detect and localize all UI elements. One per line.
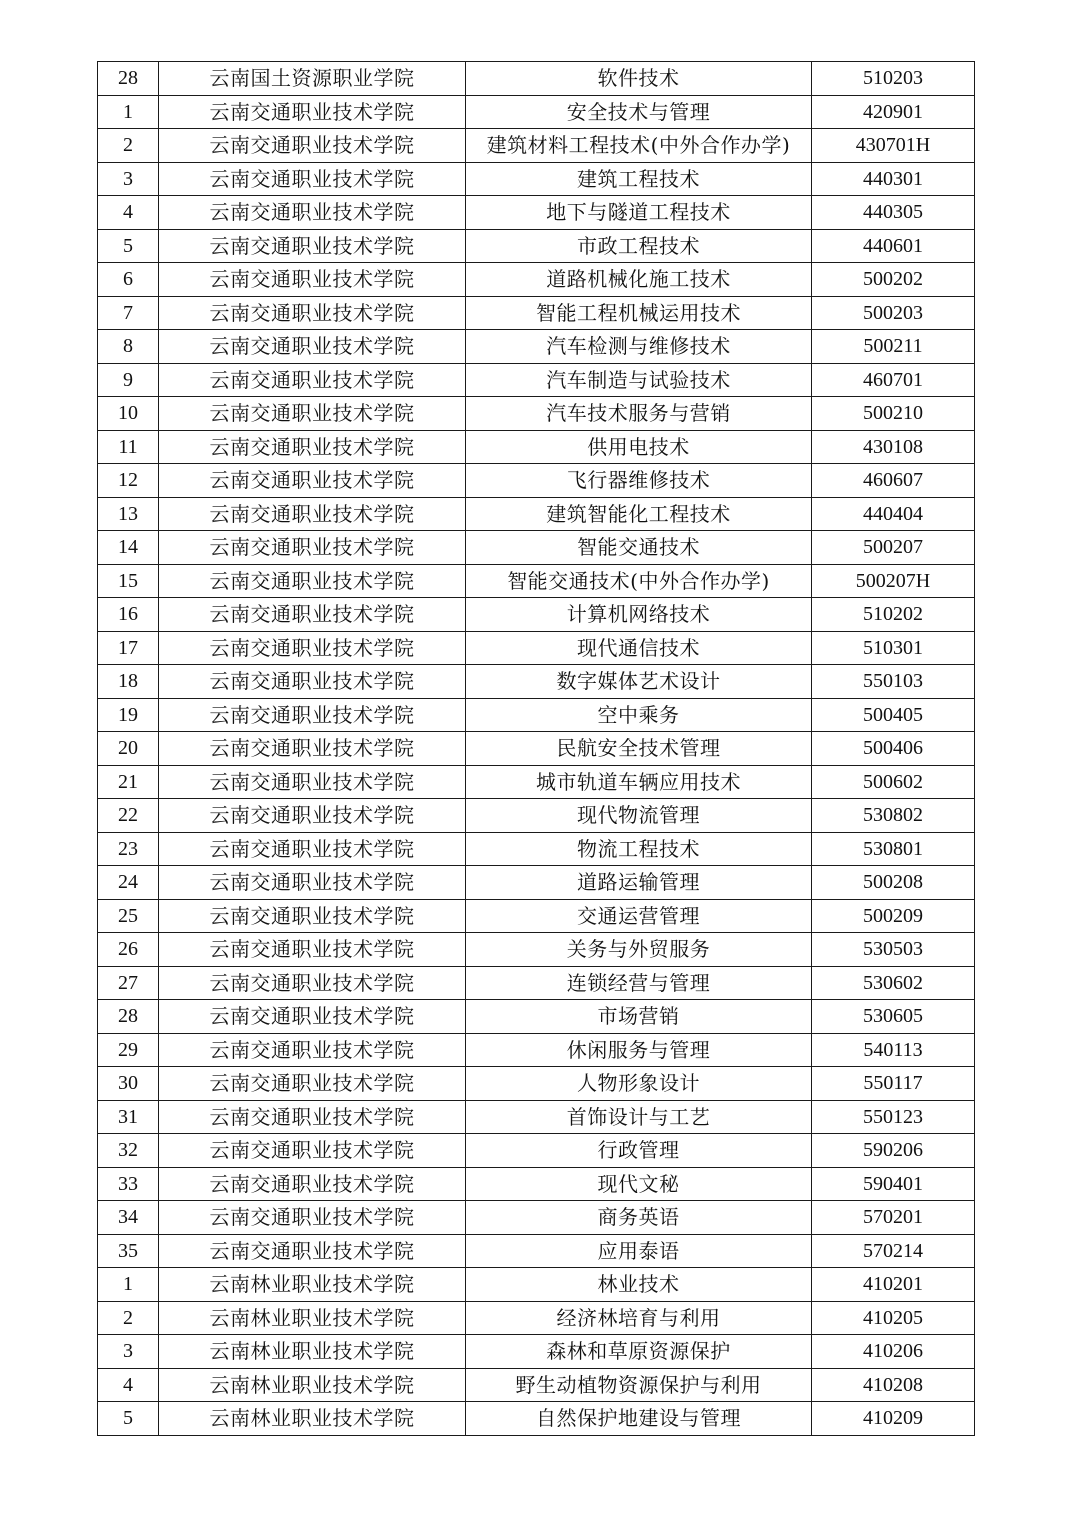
table-row <box>98 799 975 833</box>
major-name-cell: 物流工程技术 <box>466 832 812 866</box>
row-number-cell: 25 <box>98 899 159 933</box>
major-name-cell: 道路运输管理 <box>466 866 812 900</box>
table-row <box>98 631 975 665</box>
major-name-cell: 汽车制造与试验技术 <box>466 363 812 397</box>
major-name-cell: 关务与外贸服务 <box>466 933 812 967</box>
school-name-cell: 云南交通职业技术学院 <box>159 631 466 665</box>
school-name-cell: 云南林业职业技术学院 <box>159 1368 466 1402</box>
major-name-cell: 连锁经营与管理 <box>466 966 812 1000</box>
major-code-cell: 590206 <box>812 1134 975 1168</box>
school-name-cell: 云南交通职业技术学院 <box>159 1234 466 1268</box>
major-code-cell: 500211 <box>812 330 975 364</box>
school-name-cell: 云南交通职业技术学院 <box>159 162 466 196</box>
major-code-cell: 550103 <box>812 665 975 699</box>
row-number-cell: 9 <box>98 363 159 397</box>
row-number-cell: 11 <box>98 430 159 464</box>
row-number-cell: 22 <box>98 799 159 833</box>
school-name-cell: 云南交通职业技术学院 <box>159 464 466 498</box>
row-number-cell: 31 <box>98 1100 159 1134</box>
table-row <box>98 330 975 364</box>
table-row <box>98 832 975 866</box>
major-code-cell: 550123 <box>812 1100 975 1134</box>
school-name-cell: 云南林业职业技术学院 <box>159 1301 466 1335</box>
major-list-table <box>97 61 975 1436</box>
major-name-cell: 森林和草原资源保护 <box>466 1335 812 1369</box>
major-code-cell: 530602 <box>812 966 975 1000</box>
row-number-cell: 23 <box>98 832 159 866</box>
school-name-cell: 云南交通职业技术学院 <box>159 531 466 565</box>
major-code-cell: 440601 <box>812 229 975 263</box>
major-name-cell: 供用电技术 <box>466 430 812 464</box>
row-number-cell: 28 <box>98 62 159 96</box>
table-row <box>98 1268 975 1302</box>
row-number-cell: 12 <box>98 464 159 498</box>
major-name-cell: 城市轨道车辆应用技术 <box>466 765 812 799</box>
major-name-cell: 安全技术与管理 <box>466 95 812 129</box>
row-number-cell: 1 <box>98 1268 159 1302</box>
major-code-cell: 510203 <box>812 62 975 96</box>
table-row <box>98 1301 975 1335</box>
row-number-cell: 10 <box>98 397 159 431</box>
row-number-cell: 8 <box>98 330 159 364</box>
major-name-cell: 地下与隧道工程技术 <box>466 196 812 230</box>
table-row <box>98 1067 975 1101</box>
major-code-cell: 570201 <box>812 1201 975 1235</box>
row-number-cell: 30 <box>98 1067 159 1101</box>
major-name-cell: 计算机网络技术 <box>466 598 812 632</box>
major-name-cell: 建筑工程技术 <box>466 162 812 196</box>
major-code-cell: 590401 <box>812 1167 975 1201</box>
major-code-cell: 430108 <box>812 430 975 464</box>
table-row <box>98 363 975 397</box>
major-code-cell: 460701 <box>812 363 975 397</box>
row-number-cell: 13 <box>98 497 159 531</box>
row-number-cell: 14 <box>98 531 159 565</box>
table-row <box>98 732 975 766</box>
major-name-cell: 人物形象设计 <box>466 1067 812 1101</box>
row-number-cell: 24 <box>98 866 159 900</box>
row-number-cell: 29 <box>98 1033 159 1067</box>
school-name-cell: 云南交通职业技术学院 <box>159 1167 466 1201</box>
document-page <box>97 61 974 1436</box>
major-name-cell: 汽车检测与维修技术 <box>466 330 812 364</box>
major-name-cell: 首饰设计与工艺 <box>466 1100 812 1134</box>
major-name-cell: 民航安全技术管理 <box>466 732 812 766</box>
row-number-cell: 33 <box>98 1167 159 1201</box>
major-name-cell: 数字媒体艺术设计 <box>466 665 812 699</box>
major-name-cell: 休闲服务与管理 <box>466 1033 812 1067</box>
major-name-cell: 汽车技术服务与营销 <box>466 397 812 431</box>
school-name-cell: 云南交通职业技术学院 <box>159 799 466 833</box>
major-name-cell: 飞行器维修技术 <box>466 464 812 498</box>
school-name-cell: 云南交通职业技术学院 <box>159 397 466 431</box>
table-body <box>98 62 975 1436</box>
major-name-cell: 智能交通技术(中外合作办学) <box>466 564 812 598</box>
major-name-cell: 市政工程技术 <box>466 229 812 263</box>
row-number-cell: 2 <box>98 129 159 163</box>
major-name-cell: 自然保护地建设与管理 <box>466 1402 812 1436</box>
major-code-cell: 550117 <box>812 1067 975 1101</box>
school-name-cell: 云南交通职业技术学院 <box>159 363 466 397</box>
school-name-cell: 云南交通职业技术学院 <box>159 832 466 866</box>
row-number-cell: 2 <box>98 1301 159 1335</box>
major-name-cell: 建筑智能化工程技术 <box>466 497 812 531</box>
row-number-cell: 15 <box>98 564 159 598</box>
major-code-cell: 410205 <box>812 1301 975 1335</box>
major-code-cell: 500406 <box>812 732 975 766</box>
table-row <box>98 229 975 263</box>
row-number-cell: 1 <box>98 95 159 129</box>
school-name-cell: 云南交通职业技术学院 <box>159 330 466 364</box>
major-name-cell: 现代通信技术 <box>466 631 812 665</box>
school-name-cell: 云南交通职业技术学院 <box>159 765 466 799</box>
school-name-cell: 云南交通职业技术学院 <box>159 430 466 464</box>
row-number-cell: 27 <box>98 966 159 1000</box>
row-number-cell: 20 <box>98 732 159 766</box>
major-code-cell: 440305 <box>812 196 975 230</box>
table-row <box>98 1134 975 1168</box>
row-number-cell: 19 <box>98 698 159 732</box>
major-code-cell: 530503 <box>812 933 975 967</box>
table-row <box>98 497 975 531</box>
major-code-cell: 410209 <box>812 1402 975 1436</box>
row-number-cell: 3 <box>98 1335 159 1369</box>
major-name-cell: 建筑材料工程技术(中外合作办学) <box>466 129 812 163</box>
major-code-cell: 440301 <box>812 162 975 196</box>
major-code-cell: 420901 <box>812 95 975 129</box>
major-name-cell: 经济林培育与利用 <box>466 1301 812 1335</box>
row-number-cell: 6 <box>98 263 159 297</box>
table-row <box>98 1335 975 1369</box>
school-name-cell: 云南交通职业技术学院 <box>159 1100 466 1134</box>
major-code-cell: 570214 <box>812 1234 975 1268</box>
row-number-cell: 5 <box>98 1402 159 1436</box>
table-row <box>98 1167 975 1201</box>
table-row <box>98 129 975 163</box>
major-code-cell: 500602 <box>812 765 975 799</box>
major-name-cell: 林业技术 <box>466 1268 812 1302</box>
table-row <box>98 698 975 732</box>
major-code-cell: 540113 <box>812 1033 975 1067</box>
school-name-cell: 云南交通职业技术学院 <box>159 899 466 933</box>
school-name-cell: 云南国土资源职业学院 <box>159 62 466 96</box>
table-row <box>98 430 975 464</box>
major-name-cell: 现代文秘 <box>466 1167 812 1201</box>
major-code-cell: 460607 <box>812 464 975 498</box>
row-number-cell: 4 <box>98 196 159 230</box>
major-code-cell: 500202 <box>812 263 975 297</box>
major-name-cell: 智能交通技术 <box>466 531 812 565</box>
school-name-cell: 云南交通职业技术学院 <box>159 296 466 330</box>
table-row <box>98 531 975 565</box>
row-number-cell: 32 <box>98 1134 159 1168</box>
school-name-cell: 云南交通职业技术学院 <box>159 497 466 531</box>
school-name-cell: 云南林业职业技术学院 <box>159 1268 466 1302</box>
row-number-cell: 21 <box>98 765 159 799</box>
school-name-cell: 云南交通职业技术学院 <box>159 1134 466 1168</box>
table-row <box>98 1100 975 1134</box>
major-name-cell: 道路机械化施工技术 <box>466 263 812 297</box>
major-code-cell: 500210 <box>812 397 975 431</box>
major-code-cell: 410208 <box>812 1368 975 1402</box>
school-name-cell: 云南交通职业技术学院 <box>159 229 466 263</box>
table-row <box>98 598 975 632</box>
table-row <box>98 564 975 598</box>
school-name-cell: 云南交通职业技术学院 <box>159 95 466 129</box>
table-row <box>98 196 975 230</box>
row-number-cell: 4 <box>98 1368 159 1402</box>
school-name-cell: 云南交通职业技术学院 <box>159 598 466 632</box>
major-code-cell: 500405 <box>812 698 975 732</box>
major-name-cell: 行政管理 <box>466 1134 812 1168</box>
table-row <box>98 765 975 799</box>
major-code-cell: 500207H <box>812 564 975 598</box>
row-number-cell: 16 <box>98 598 159 632</box>
school-name-cell: 云南林业职业技术学院 <box>159 1402 466 1436</box>
row-number-cell: 28 <box>98 1000 159 1034</box>
row-number-cell: 3 <box>98 162 159 196</box>
major-code-cell: 510202 <box>812 598 975 632</box>
table-row <box>98 1368 975 1402</box>
table-row <box>98 933 975 967</box>
major-code-cell: 440404 <box>812 497 975 531</box>
major-code-cell: 530605 <box>812 1000 975 1034</box>
table-row <box>98 899 975 933</box>
table-row <box>98 62 975 96</box>
table-row <box>98 263 975 297</box>
major-code-cell: 410206 <box>812 1335 975 1369</box>
school-name-cell: 云南交通职业技术学院 <box>159 1201 466 1235</box>
major-code-cell: 410201 <box>812 1268 975 1302</box>
table-row <box>98 464 975 498</box>
major-name-cell: 商务英语 <box>466 1201 812 1235</box>
major-name-cell: 野生动植物资源保护与利用 <box>466 1368 812 1402</box>
row-number-cell: 17 <box>98 631 159 665</box>
row-number-cell: 35 <box>98 1234 159 1268</box>
school-name-cell: 云南交通职业技术学院 <box>159 1033 466 1067</box>
row-number-cell: 18 <box>98 665 159 699</box>
school-name-cell: 云南交通职业技术学院 <box>159 933 466 967</box>
table-row <box>98 162 975 196</box>
row-number-cell: 34 <box>98 1201 159 1235</box>
school-name-cell: 云南交通职业技术学院 <box>159 1000 466 1034</box>
school-name-cell: 云南林业职业技术学院 <box>159 1335 466 1369</box>
major-code-cell: 530802 <box>812 799 975 833</box>
school-name-cell: 云南交通职业技术学院 <box>159 966 466 1000</box>
school-name-cell: 云南交通职业技术学院 <box>159 665 466 699</box>
row-number-cell: 7 <box>98 296 159 330</box>
major-code-cell: 510301 <box>812 631 975 665</box>
school-name-cell: 云南交通职业技术学院 <box>159 698 466 732</box>
table-row <box>98 966 975 1000</box>
school-name-cell: 云南交通职业技术学院 <box>159 196 466 230</box>
table-row <box>98 866 975 900</box>
school-name-cell: 云南交通职业技术学院 <box>159 732 466 766</box>
table-row <box>98 397 975 431</box>
major-name-cell: 现代物流管理 <box>466 799 812 833</box>
major-name-cell: 应用泰语 <box>466 1234 812 1268</box>
major-name-cell: 软件技术 <box>466 62 812 96</box>
row-number-cell: 26 <box>98 933 159 967</box>
major-code-cell: 500209 <box>812 899 975 933</box>
major-code-cell: 500208 <box>812 866 975 900</box>
major-name-cell: 交通运营管理 <box>466 899 812 933</box>
school-name-cell: 云南交通职业技术学院 <box>159 129 466 163</box>
table-row <box>98 1234 975 1268</box>
major-name-cell: 智能工程机械运用技术 <box>466 296 812 330</box>
table-row <box>98 296 975 330</box>
major-name-cell: 市场营销 <box>466 1000 812 1034</box>
major-code-cell: 500203 <box>812 296 975 330</box>
table-row <box>98 1000 975 1034</box>
table-row <box>98 95 975 129</box>
major-code-cell: 500207 <box>812 531 975 565</box>
table-row <box>98 1201 975 1235</box>
row-number-cell: 5 <box>98 229 159 263</box>
major-code-cell: 430701H <box>812 129 975 163</box>
school-name-cell: 云南交通职业技术学院 <box>159 263 466 297</box>
table-row <box>98 665 975 699</box>
major-code-cell: 530801 <box>812 832 975 866</box>
school-name-cell: 云南交通职业技术学院 <box>159 866 466 900</box>
major-name-cell: 空中乘务 <box>466 698 812 732</box>
table-row <box>98 1033 975 1067</box>
table-row <box>98 1402 975 1436</box>
school-name-cell: 云南交通职业技术学院 <box>159 564 466 598</box>
school-name-cell: 云南交通职业技术学院 <box>159 1067 466 1101</box>
